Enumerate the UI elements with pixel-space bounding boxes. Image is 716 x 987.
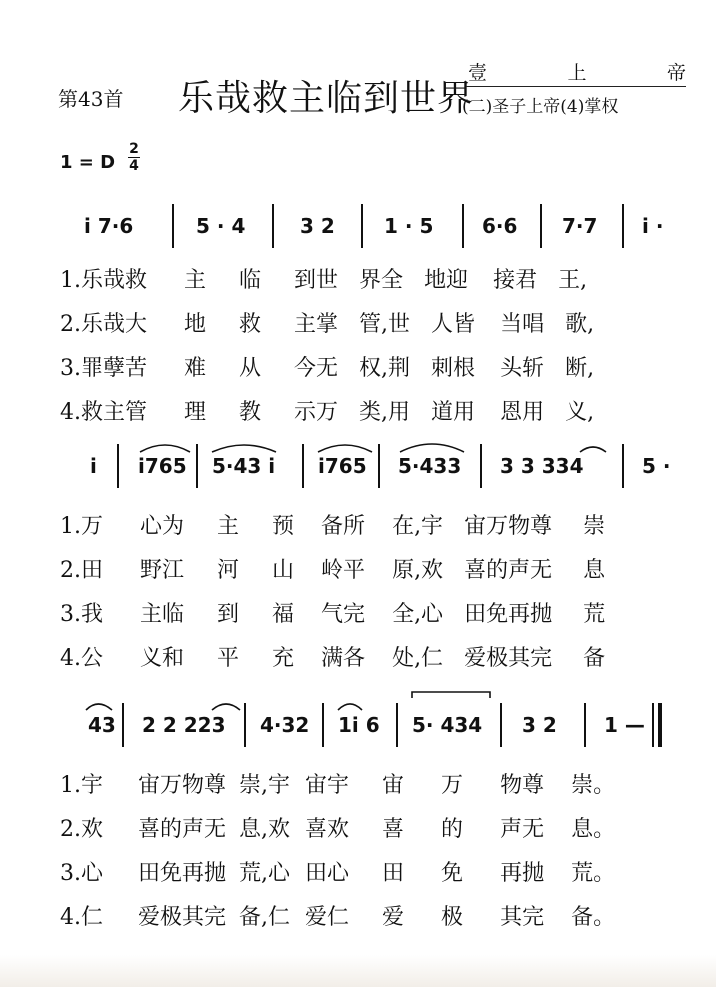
lyric-segment: 3.罪孽苦 (60, 356, 147, 381)
slur (400, 444, 464, 452)
bar-line (172, 204, 174, 248)
lyric-segment: 2.田 (60, 558, 103, 583)
lyric-segment: 荒 (583, 602, 606, 627)
lyric-segment: 王, (558, 268, 588, 293)
lyric-line (60, 812, 615, 843)
lyric-segment: 主临 (140, 602, 185, 627)
lyric-segment: 主 (184, 268, 207, 293)
lyric-segment: 人皆 (431, 312, 476, 337)
lyric-segment: 3.心 (60, 861, 103, 886)
lyric-segment: 田心 (305, 861, 350, 886)
lyric-segment: 声无 (500, 817, 545, 842)
slur (212, 445, 276, 452)
note-group: 1i 6 (338, 713, 380, 737)
lyric-segment: 岭平 (321, 558, 366, 583)
slur (318, 445, 372, 452)
lyric-segment: 荒,心 (239, 861, 291, 886)
lyric-line (60, 641, 605, 672)
lyric-segment: 类,用 (359, 400, 411, 425)
lyric-line (60, 395, 594, 426)
note-group: 2 2 223 (142, 713, 226, 737)
lyric-segment: 爱极其完 (138, 905, 227, 930)
lyric-segment: 喜的声无 (138, 817, 227, 842)
category-heading (468, 58, 686, 85)
lyric-segment: 全,心 (392, 602, 444, 627)
lyric-segment: 崇。 (571, 773, 616, 798)
lyric-line (60, 900, 615, 931)
lyric-segment: 崇 (583, 514, 606, 539)
lyric-line (60, 263, 587, 294)
lyric-segment: 当唱 (500, 312, 545, 337)
lyric-line (60, 351, 594, 382)
note-group: 1 · 5 (384, 214, 434, 238)
lyric-segment: 喜欢 (305, 817, 350, 842)
lyric-segment: 爱 (382, 905, 405, 930)
lyric-segment: 平 (217, 646, 240, 671)
lyric-segment: 4.仁 (60, 905, 103, 930)
lyric-segment: 其完 (500, 905, 545, 930)
lyric-line (60, 768, 615, 799)
time-bottom: 4 (129, 158, 139, 174)
lyric-segment: 满各 (321, 646, 366, 671)
final-bar-thick (658, 703, 662, 747)
lyric-segment: 野江 (140, 558, 185, 583)
lyric-segment: 歌, (565, 312, 595, 337)
lyric-line (60, 307, 594, 338)
category-char: 壹 (468, 62, 488, 84)
note-group: i765 (138, 454, 187, 478)
slur (86, 704, 112, 710)
lyric-line (60, 597, 605, 628)
lyric-segment: 道用 (431, 400, 476, 425)
lyric-segment: 到世 (294, 268, 339, 293)
lyric-segment: 极 (441, 905, 464, 930)
bar-line (622, 204, 624, 248)
note-group: 3 3 334 (500, 454, 584, 478)
lyric-segment: 再抛 (500, 861, 545, 886)
key-signature: 1 = D (60, 152, 116, 173)
lyric-segment: 喜的声无 (464, 558, 553, 583)
bar-line (500, 703, 502, 747)
lyric-segment: 山 (272, 558, 295, 583)
lyric-segment: 救 (239, 312, 262, 337)
lyric-segment: 刺根 (431, 356, 476, 381)
lyric-segment: 理 (184, 400, 207, 425)
lyric-segment: 接君 (493, 268, 538, 293)
slur (580, 447, 606, 452)
lyric-segment: 恩用 (500, 400, 545, 425)
slur-marks (80, 690, 500, 716)
lyric-line (60, 856, 615, 887)
note-group: 5 · (642, 454, 671, 478)
note-group: 3 2 (522, 713, 557, 737)
bracket (412, 692, 490, 698)
lyric-segment: 爱极其完 (464, 646, 553, 671)
lyric-segment: 教 (239, 400, 262, 425)
note-group: 5 · 4 (196, 214, 246, 238)
category-char: 帝 (666, 62, 686, 84)
bar-line (584, 703, 586, 747)
note-group: 7·7 (562, 214, 598, 238)
lyric-segment: 2.欢 (60, 817, 103, 842)
lyric-segment: 的 (441, 817, 464, 842)
lyric-segment: 田 (382, 861, 405, 886)
lyric-segment: 地 (184, 312, 207, 337)
note-group: i 7·6 (84, 214, 134, 238)
lyric-segment: 管,世 (359, 312, 411, 337)
lyric-segment: 福 (272, 602, 295, 627)
note-group: 4·32 (260, 713, 310, 737)
lyric-segment: 息,欢 (239, 817, 291, 842)
bar-line (272, 204, 274, 248)
lyric-segment: 充 (272, 646, 295, 671)
bar-line (540, 204, 542, 248)
lyric-segment: 示万 (294, 400, 339, 425)
lyric-segment: 主 (217, 514, 240, 539)
category-rule (466, 86, 686, 87)
note-group: 43 (88, 713, 116, 737)
lyric-segment: 头斩 (500, 356, 545, 381)
note-group: 5·43 i (212, 454, 276, 478)
note-group: 6·6 (482, 214, 518, 238)
lyric-line (60, 509, 605, 540)
lyric-segment: 喜 (382, 817, 405, 842)
time-top: 2 (129, 141, 139, 157)
lyric-segment: 荒。 (571, 861, 616, 886)
lyric-segment: 2.乐哉大 (60, 312, 147, 337)
hymn-title: 乐哉救主临到世界 (178, 78, 475, 119)
note-group: 3 2 (300, 214, 335, 238)
hymn-number: 第43首 (58, 87, 124, 111)
lyric-segment: 4.救主管 (60, 400, 147, 425)
lyric-segment: 1.乐哉救 (60, 268, 147, 293)
lyric-segment: 万 (441, 773, 464, 798)
note-group: i · (642, 214, 664, 238)
lyric-segment: 4.公 (60, 646, 103, 671)
lyric-segment: 临 (239, 268, 262, 293)
lyric-segment: 3.我 (60, 602, 103, 627)
note-group: 5· 434 (412, 713, 483, 737)
slur (140, 445, 190, 452)
lyric-segment: 物尊 (500, 773, 545, 798)
lyric-segment: 息。 (571, 817, 616, 842)
lyric-line (60, 553, 605, 584)
lyric-segment: 宙万物尊 (138, 773, 227, 798)
lyric-segment: 备 (583, 646, 606, 671)
lyric-segment: 田免再抛 (138, 861, 227, 886)
bar-line (361, 204, 363, 248)
time-signature (128, 142, 140, 173)
lyric-segment: 备所 (321, 514, 366, 539)
lyric-segment: 宙宇 (305, 773, 350, 798)
page-edge (0, 955, 716, 987)
lyric-segment: 今无 (294, 356, 339, 381)
lyric-segment: 预 (272, 514, 295, 539)
slur-marks (138, 432, 716, 456)
note-group: 1 — (604, 713, 645, 737)
lyric-segment: 宙 (382, 773, 405, 798)
lyric-segment: 气完 (321, 602, 366, 627)
lyric-segment: 宙万物尊 (464, 514, 553, 539)
lyric-segment: 原,欢 (392, 558, 444, 583)
lyric-segment: 断, (565, 356, 595, 381)
lyric-segment: 息 (583, 558, 606, 583)
lyric-segment: 备。 (571, 905, 616, 930)
lyric-segment: 难 (184, 356, 207, 381)
lyric-segment: 到 (217, 602, 240, 627)
category-char: 上 (567, 62, 587, 84)
lyric-segment: 崇,宇 (239, 773, 291, 798)
lyric-segment: 免 (441, 861, 464, 886)
bar-line (117, 444, 119, 488)
lyric-segment: 河 (217, 558, 240, 583)
lyric-segment: 爱仁 (305, 905, 350, 930)
lyric-segment: 主掌 (294, 312, 339, 337)
note-group: i765 (318, 454, 367, 478)
lyric-segment: 从 (239, 356, 262, 381)
bar-line (462, 204, 464, 248)
subcategory: (二)圣子上帝(4)掌权 (462, 97, 619, 117)
lyric-segment: 地迎 (424, 268, 469, 293)
note-group: i (90, 454, 97, 478)
lyric-segment: 义和 (140, 646, 185, 671)
lyric-segment: 备,仁 (239, 905, 291, 930)
lyric-segment: 心为 (140, 514, 185, 539)
lyric-segment: 田免再抛 (464, 602, 553, 627)
slur (338, 704, 362, 710)
slur (212, 704, 240, 710)
lyric-segment: 1.宇 (60, 773, 103, 798)
lyric-segment: 义, (565, 400, 595, 425)
note-group: 5·433 (398, 454, 462, 478)
lyric-segment: 在,宇 (392, 514, 444, 539)
lyric-segment: 处,仁 (392, 646, 444, 671)
lyric-segment: 权,荆 (359, 356, 411, 381)
final-bar-thin (652, 703, 654, 747)
lyric-segment: 1.万 (60, 514, 103, 539)
lyric-segment: 界全 (359, 268, 404, 293)
